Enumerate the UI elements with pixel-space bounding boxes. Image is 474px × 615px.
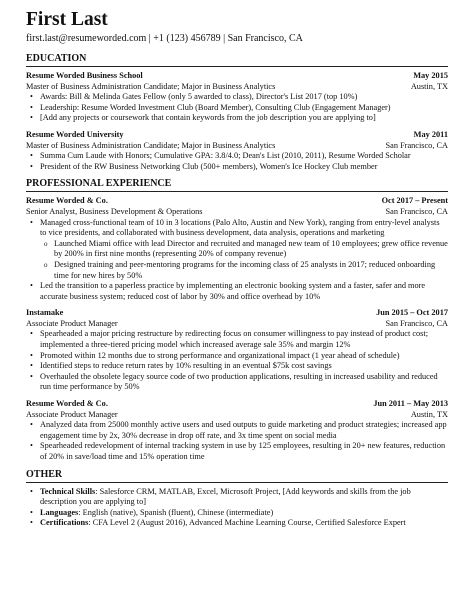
experience-entry [26, 308, 448, 393]
bullet-item: • Managed cross-functional team of 10 in 3 locations (Palo Alto, Austin and New York), ranging from entry-level analysts to vice presidents, and collaborated with business development, data analysis, operations and marketing [26, 218, 448, 239]
bullet-item: • Spearheaded a major pricing restructure by redirecting focus on consumer willingness to pay instead of product cost; implemented a three-tiered pricing model which increased average sale 35% and margin 12% [26, 329, 448, 350]
item-text: : English (native), Spanish (fluent), Chinese (intermediate) [78, 507, 274, 517]
bullet-item: • Spearheaded redevelopment of internal tracking system in use by 125 employees, resulting in 20+ new features, reduction of 20% in save/load time and 15% operation time [26, 441, 448, 462]
education-section [26, 53, 448, 172]
job-title: Associate Product Manager [26, 409, 118, 419]
sub-bullet-item: o Launched Miami office with lead Director and recruited and managed new team of 10 employees; grew office revenue by 200% in first nine months (representing 20% of company revenue) [26, 239, 448, 260]
job-title: Senior Analyst, Business Development & Operations [26, 206, 203, 216]
entry-location: San Francisco, CA [385, 318, 448, 328]
section-title-experience: PROFESSIONAL EXPERIENCE [26, 178, 448, 192]
certifications-item [26, 518, 448, 529]
education-entry [26, 130, 448, 172]
school-name: Resume Worded University [26, 129, 124, 139]
bullet-item: • [Add any projects or coursework that contain keywords from the job description you are applying to] [26, 113, 448, 124]
item-text: : Salesforce CRM, MATLAB, Excel, Microsoft Project, [Add keywords and skills from the job description you are applying to] [40, 486, 411, 507]
school-name: Resume Worded Business School [26, 71, 143, 80]
item-label: Technical Skills [40, 486, 96, 496]
bullet-item: • Promoted within 12 months due to strong performance and organizational impact (1 year ahead of schedule) [26, 351, 448, 362]
experience-section [26, 178, 448, 462]
candidate-name: First Last [26, 9, 108, 30]
job-title: Associate Product Manager [26, 318, 118, 328]
entry-date: Jun 2015 – Oct 2017 [376, 308, 448, 318]
item-text: : CFA Level 2 (August 2016), Advanced Machine Learning Course, Certified Salesforce Expert [88, 518, 406, 528]
bullet-item: • Led the transition to a paperless practice by implementing an electronic booking system and a faster, safer and more accurate business system; reduced cost of labor by 30% and office overhead by 10% [26, 281, 448, 302]
section-title-other: OTHER [26, 469, 448, 483]
entry-location: San Francisco, CA [385, 206, 448, 216]
skills-item [26, 487, 448, 508]
degree: Master of Business Administration Candidate; Major in Business Analytics [26, 81, 276, 91]
bullet-item: • Awards: Bill & Melinda Gates Fellow (only 5 awarded to class), Director's List 2017 (top 10%) [26, 92, 448, 103]
company-name: Instamake [26, 308, 64, 318]
other-section [26, 469, 448, 529]
company-name: Resume Worded & Co. [26, 399, 108, 409]
entry-date: Jun 2011 – May 2013 [373, 399, 448, 409]
education-entry [26, 71, 448, 124]
entry-date: May 2011 [413, 129, 448, 139]
experience-entry [26, 399, 448, 463]
bullet-item: • Overhauled the obsolete legacy source code of two production applications, resulting in increased usability and reduced run time performance by 50% [26, 372, 448, 393]
contact-line: first.last@resumeworded.com | +1 (123) 456789 | San Francisco, CA [26, 33, 303, 44]
sub-bullet-item: o Designed training and peer-mentoring programs for the incoming class of 25 analysts in 2017; reduced onboarding time for new hires by 50% [26, 260, 448, 281]
entry-location: Austin, TX [410, 409, 448, 419]
bullet-item: • Identified steps to reduce return rates by 10% resulting in an eventual $75k cost savings [26, 361, 448, 372]
bullet-item: • Leadership: Resume Worded Investment Club (Board Member), Consulting Club (Engagement Manager) [26, 103, 448, 114]
item-label: Certifications [40, 518, 89, 528]
experience-entry [26, 196, 448, 302]
entry-location: San Francisco, CA [385, 140, 448, 150]
entry-date: May 2015 [413, 71, 448, 80]
bullet-item: • Analyzed data from 25000 monthly active users and used outputs to guide marketing and product strategies; increased app engagement time by 2x, 30% decrease in drop off rate, and 3x time spent on social media [26, 420, 448, 441]
bullet-item: • Summa Cum Laude with Honors; Cumulative GPA: 3.8/4.0; Dean's List (2010, 2011), Resume Worded Scholar [26, 151, 448, 162]
item-label: Languages [40, 507, 79, 517]
degree: Master of Business Administration Candidate; Major in Business Analytics [26, 140, 276, 150]
entry-location: Austin, TX [410, 81, 448, 91]
section-title-education: EDUCATION [26, 53, 448, 67]
bullet-item: • President of the RW Business Networking Club (500+ members), Women's Ice Hockey Club member [26, 162, 448, 173]
entry-date: Oct 2017 – Present [381, 196, 448, 206]
company-name: Resume Worded & Co. [26, 196, 108, 206]
languages-item [26, 508, 448, 519]
